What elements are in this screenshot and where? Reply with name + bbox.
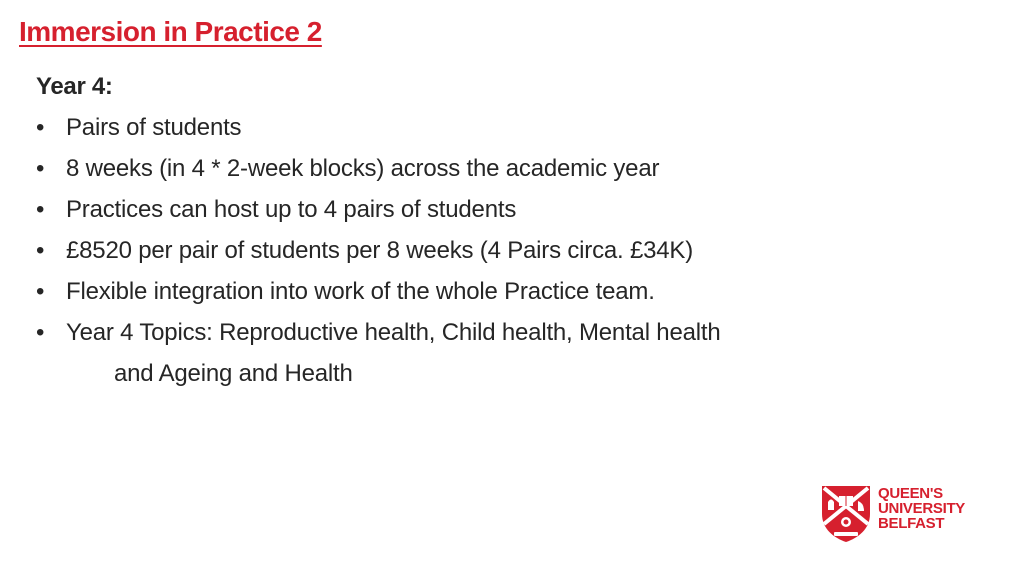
- bullet-icon: •: [36, 278, 45, 305]
- bullet-text: £8520 per pair of students per 8 weeks (4 Pairs circa. £34K): [66, 237, 694, 264]
- university-crest-icon: [820, 484, 872, 544]
- bullet-item: [36, 312, 936, 353]
- slide-body: [36, 66, 936, 394]
- bullet-text: 8 weeks (in 4 * 2-week blocks) across the academic year: [66, 155, 660, 182]
- bullet-item: [36, 148, 936, 189]
- bullet-item: [36, 271, 936, 312]
- wordmark-line: BELFAST: [878, 515, 945, 532]
- bullet-continuation: and Ageing and Health: [114, 360, 353, 387]
- bullet-icon: •: [36, 196, 45, 223]
- wordmark-line: QUEEN'S: [878, 485, 943, 502]
- bullet-icon: •: [36, 155, 45, 182]
- bullet-text: Year 4 Topics: Reproductive health, Child health, Mental health: [66, 319, 721, 346]
- bullet-item: [36, 189, 936, 230]
- university-logo: [820, 484, 980, 546]
- bullet-text: Flexible integration into work of the whole Practice team.: [66, 278, 655, 305]
- slide-title: Immersion in Practice 2: [19, 16, 322, 47]
- bullet-icon: •: [36, 237, 45, 264]
- bullet-icon: •: [36, 114, 45, 141]
- bullet-item: [36, 107, 936, 148]
- bullet-item: [36, 230, 936, 271]
- bullet-text: Practices can host up to 4 pairs of students: [66, 196, 517, 223]
- bullet-icon: •: [36, 319, 45, 346]
- bullet-text: Pairs of students: [66, 114, 242, 141]
- bullet-list: [36, 107, 936, 353]
- university-wordmark: [878, 486, 965, 531]
- subheading: Year 4:: [36, 73, 113, 100]
- wordmark-line: UNIVERSITY: [878, 500, 966, 517]
